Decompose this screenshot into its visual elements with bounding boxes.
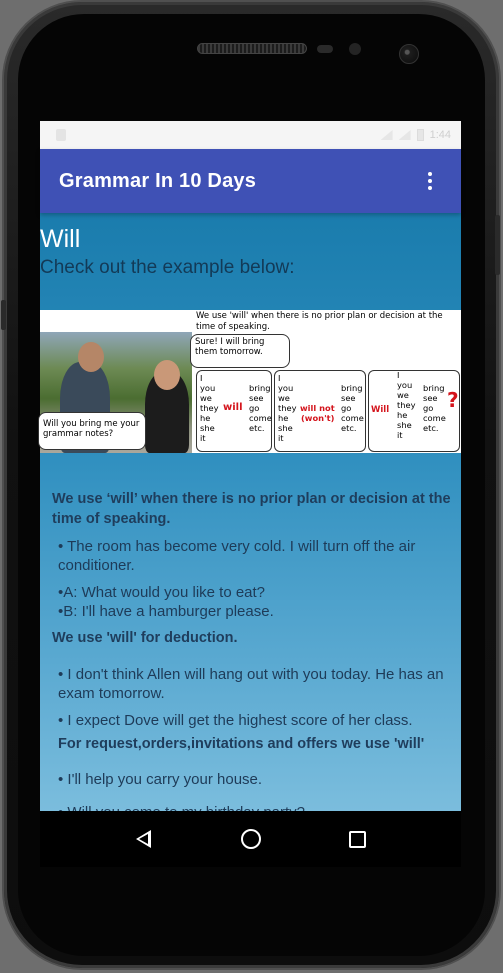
reply-bubble: Sure! I will bring them tomorrow. xyxy=(190,334,290,368)
battery-icon xyxy=(417,129,424,141)
pronoun-list: I you we they he she it xyxy=(397,370,416,440)
pronoun-list: I you we they he she it xyxy=(200,373,219,443)
signal-icon xyxy=(399,130,411,140)
verb-list: bring see go come etc. xyxy=(249,383,272,433)
lesson-content[interactable] xyxy=(40,213,461,811)
recents-square-icon xyxy=(349,831,366,848)
question-table xyxy=(368,370,460,452)
volume-button[interactable] xyxy=(495,215,500,275)
lesson-subtitle: Check out the example below: xyxy=(40,257,295,278)
home-circle-icon xyxy=(241,829,261,849)
pronoun-list: I you we they he she it xyxy=(278,373,297,443)
grammar-illustration xyxy=(40,310,461,453)
recents-button[interactable] xyxy=(338,819,378,859)
earpiece-speaker xyxy=(197,43,307,54)
wifi-icon xyxy=(381,130,393,140)
modal-wont: (won't) xyxy=(301,413,335,423)
example-sentence: • I'll help you carry your house. xyxy=(58,771,263,788)
illustration-caption: We use 'will' when there is no prior plan or decision at the time of speaking. xyxy=(196,311,443,332)
section-title: We use 'will' for deduction. xyxy=(52,630,238,646)
modal-will-not: will not xyxy=(300,403,335,413)
back-triangle-icon xyxy=(136,830,151,848)
affirmative-table xyxy=(196,370,272,452)
notification-icon xyxy=(56,129,66,141)
section-title: For request,orders,invitations and offers we use 'will' xyxy=(58,736,425,752)
example-sentence: • I expect Dove will get the highest score of her class. xyxy=(58,712,413,729)
navigation-bar xyxy=(40,811,461,867)
status-bar xyxy=(40,121,461,149)
app-bar xyxy=(40,149,461,213)
section-title: We use ‘will’ when there is no prior plan or decision at the time of speaking. xyxy=(52,491,451,527)
example-sentence: •B: I'll have a hamburger please. xyxy=(58,603,274,620)
light-sensor xyxy=(349,43,361,55)
home-button[interactable] xyxy=(231,819,271,859)
modal-will: will xyxy=(223,402,243,413)
verb-list: bring see go come etc. xyxy=(341,383,364,433)
example-sentence: •A: What would you like to eat? xyxy=(58,584,266,601)
question-bubble: Will you bring me your grammar notes? xyxy=(38,412,146,450)
example-sentence: • I don't think Allen will hang out with you today. He has an exam tomorrow. xyxy=(58,666,444,702)
modal-will-question: Will xyxy=(371,405,390,415)
app-title: Grammar In 10 Days xyxy=(59,169,257,192)
negative-table xyxy=(274,370,366,452)
front-camera xyxy=(399,44,419,64)
question-mark: ? xyxy=(447,388,459,412)
girl-head xyxy=(154,360,180,390)
device-screen xyxy=(40,121,461,867)
proximity-sensor xyxy=(317,45,333,53)
example-sentence: • The room has become very cold. I will turn off the air conditioner. xyxy=(58,538,416,574)
boy-head xyxy=(78,342,104,372)
verb-list: bring see go come etc. xyxy=(423,383,446,433)
lesson-title: Will xyxy=(40,225,81,253)
back-button[interactable] xyxy=(124,819,164,859)
overflow-menu-icon[interactable] xyxy=(418,169,442,193)
status-time: 1:44 xyxy=(429,129,451,141)
side-button[interactable] xyxy=(1,300,6,330)
